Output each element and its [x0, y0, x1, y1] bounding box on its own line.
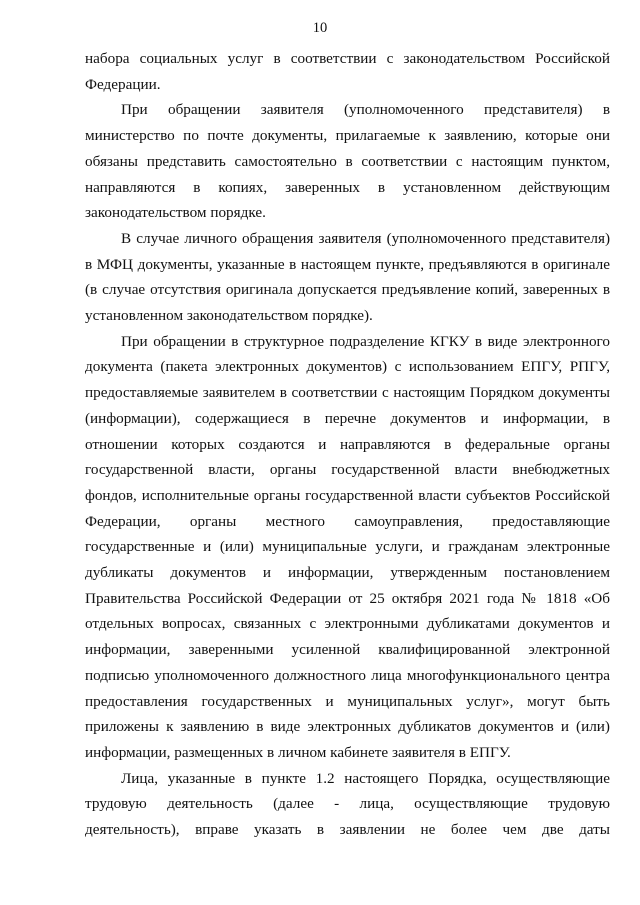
text-line: фондов, исполнительные органы государственной власти субъектов Российской [85, 486, 610, 504]
text-line: Лица, указанные в пункте 1.2 настоящего Порядка, осуществляющие [121, 769, 610, 787]
text-line: отдельных вопросах, связанных с электронными дубликатами документов и [85, 615, 610, 633]
text-line: (информации), содержащиеся в перечне документов и информации, в [85, 409, 610, 427]
text-line: информации, размещенных в личном кабинете заявителя в ЕПГУ. [85, 743, 511, 761]
text-line: подписью уполномоченного должностного лица многофункционального центра [85, 666, 610, 684]
text-line: государственные и (или) муниципальные услуги, и гражданам электронные [85, 538, 610, 556]
paragraph [85, 329, 610, 766]
paragraph [85, 97, 610, 226]
text-line: При обращении в структурное подразделение КГКУ в виде электронного [121, 332, 610, 350]
text-line: приложены к заявлению в виде электронных дубликатов документов и (или) [85, 718, 610, 736]
text-line: При обращении заявителя (уполномоченного представителя) в [121, 101, 610, 119]
document-body [85, 46, 610, 843]
text-line: установленном законодательством порядке). [85, 307, 373, 325]
text-line: предоставления государственных и муниципальных услуг», могут быть [85, 692, 610, 710]
text-line: обязаны представить самостоятельно в соответствии с настоящим пунктом, [85, 152, 610, 170]
text-line: Правительства Российской Федерации от 25 октября 2021 года № 1818 «Об [85, 589, 610, 607]
paragraph [85, 766, 610, 843]
text-line: министерство по почте документы, прилагаемые к заявлению, которые они [85, 127, 610, 145]
paragraph [85, 226, 610, 329]
text-line: трудовую деятельность (далее - лица, осуществляющие трудовую [85, 795, 610, 813]
text-line: в МФЦ документы, указанные в настоящем пункте, предъявляются в оригинале [85, 255, 610, 273]
text-line: (в случае отсутствия оригинала допускается предъявление копий, заверенных в [85, 281, 610, 299]
text-line: государственной власти, органы государственной власти внебюджетных [85, 461, 610, 479]
text-line: набора социальных услуг в соответствии с законодательством Российской [85, 50, 610, 67]
text-line: Федерации. [85, 75, 161, 93]
text-line: деятельность), вправе указать в заявлении не более чем две даты [85, 821, 610, 839]
text-line: предоставляемые заявителем в соответствии с настоящим Порядком документы [85, 384, 610, 402]
text-line: законодательством порядке. [85, 204, 266, 222]
text-line: Федерации, органы местного самоуправления, предоставляющие [85, 512, 610, 530]
text-line: дубликаты документов и информации, утвержденным постановлением [85, 564, 610, 582]
text-line: информации, заверенными усиленной квалифицированной электронной [85, 641, 610, 659]
text-line: направляются в копиях, заверенных в установленном действующим [85, 178, 610, 196]
text-line: отношении которых создаются и направляются в федеральные органы [85, 435, 610, 453]
text-line: документа (пакета электронных документов) с использованием ЕПГУ, РПГУ, [85, 358, 610, 376]
paragraph [85, 46, 610, 97]
page-number: 10 [312, 20, 328, 36]
text-line: В случае личного обращения заявителя (уполномоченного представителя) [121, 229, 610, 247]
